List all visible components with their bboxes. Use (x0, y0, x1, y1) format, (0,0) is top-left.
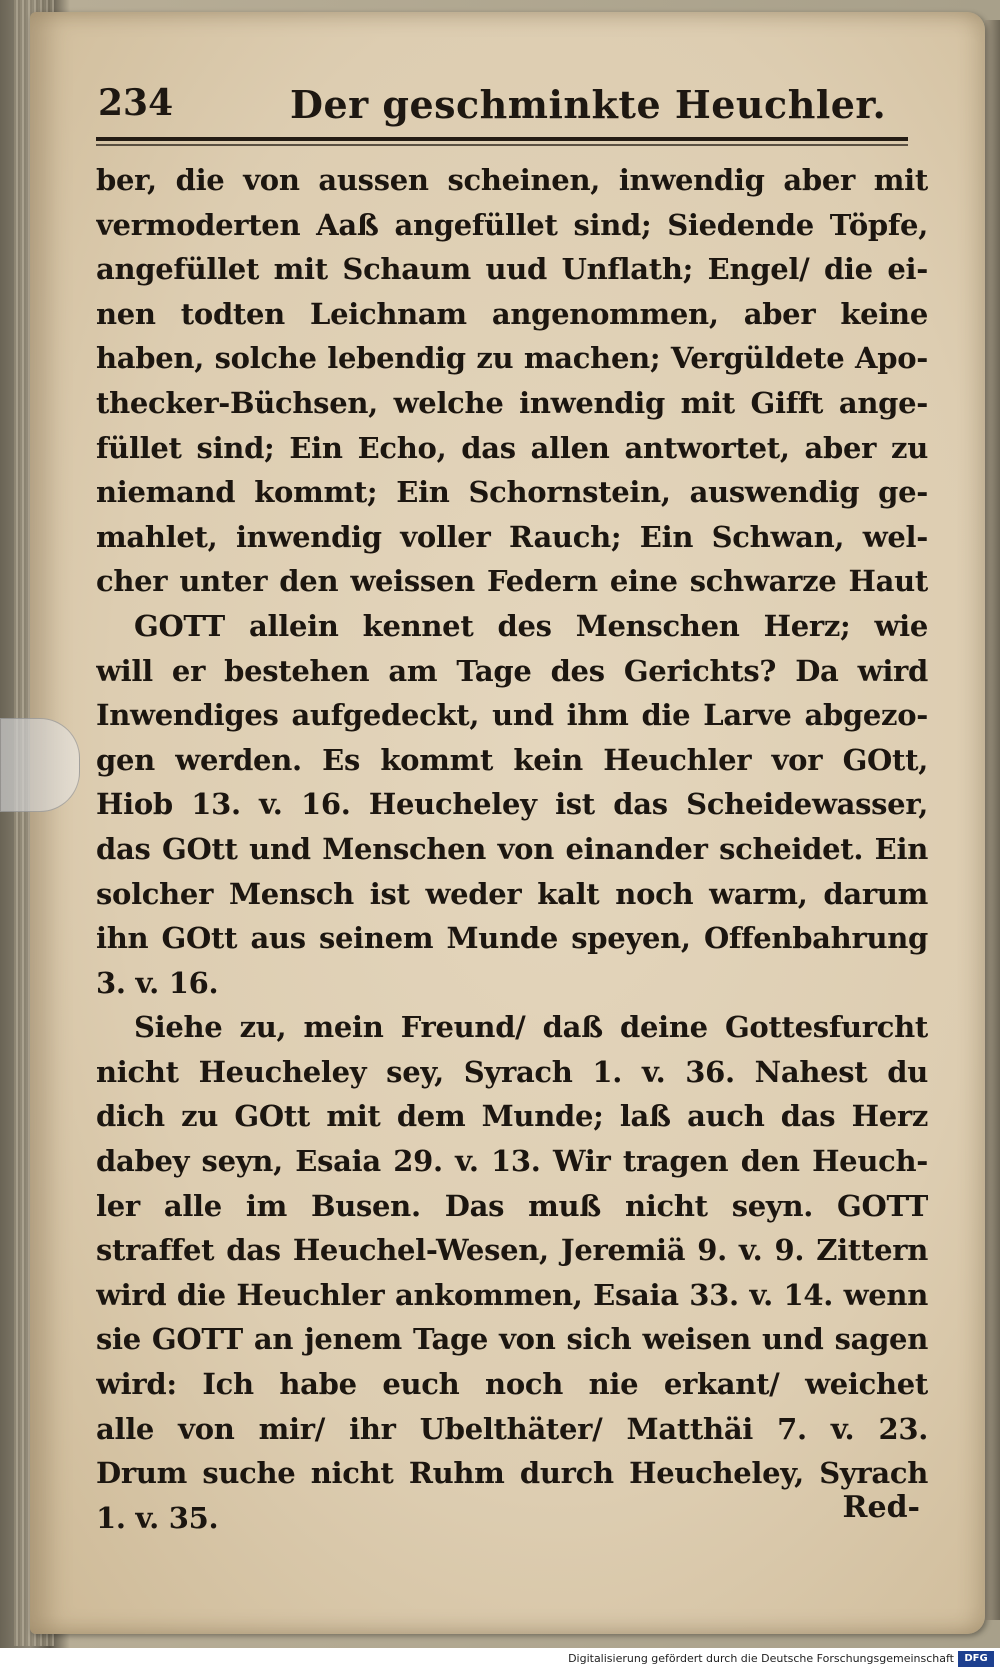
header-rule (96, 137, 908, 141)
text-line: straffet das Heuchel-Wesen, Jeremiä 9. v. 9. Zittern (96, 1233, 928, 1268)
text-line: 3. v. 16. (96, 965, 219, 1000)
catchword: Red- (842, 1490, 920, 1525)
text-line: gen werden. Es kommt kein Heuchler vor GOtt, (96, 742, 928, 777)
text-line: mahlet, inwendig voller Rauch; Ein Schwan, wel- (96, 519, 928, 554)
text-line: ler alle im Busen. Das muß nicht seyn. GOTT (96, 1188, 928, 1223)
page-number: 234 (98, 82, 174, 124)
text-line: wird: Ich habe euch noch nie erkant/ weichet (96, 1367, 928, 1402)
paragraph-start-line: Siehe zu, mein Freund/ daß deine Gottesfurcht (134, 1010, 928, 1045)
digitization-footer (0, 1648, 1000, 1672)
text-line: Inwendiges aufgedeckt, und ihm die Larve abgezo- (96, 698, 928, 733)
header-rule-secondary (96, 144, 908, 146)
dfg-logo-icon: DFG (958, 1651, 994, 1667)
running-title: Der geschminkte Heuchler. (290, 82, 887, 127)
text-line: niemand kommt; Ein Schornstein, auswendig ge- (96, 475, 928, 510)
page-header (98, 82, 918, 142)
text-line: 1. v. 35. (96, 1500, 219, 1535)
page-clip (0, 718, 80, 812)
text-line: thecker-Büchsen, welche inwendig mit Gifft ange- (96, 385, 928, 420)
text-line: sie GOTT an jenem Tage von sich weisen und sagen (96, 1322, 928, 1357)
text-line: nicht Heucheley sey, Syrach 1. v. 36. Nahest du (96, 1054, 928, 1089)
text-line: füllet sind; Ein Echo, das allen antwortet, aber zu (96, 430, 928, 465)
text-line: solcher Mensch ist weder kalt noch warm, darum (96, 876, 928, 911)
text-line: dich zu GOtt mit dem Munde; laß auch das Herz (96, 1099, 928, 1134)
text-line: vermoderten Aaß angefüllet sind; Siedende Töpfe, (96, 207, 928, 242)
text-line: ihn GOtt aus seinem Munde speyen, Offenbahrung (96, 921, 928, 956)
book-right-edge (985, 20, 1000, 1620)
text-line: alle von mir/ ihr Ubelthäter/ Matthäi 7. v. 23. (96, 1411, 928, 1446)
footer-credit: Digitalisierung gefördert durch die Deutsche Forschungsgemeinschaft (568, 1652, 954, 1665)
paragraph-start-line: GOTT allein kennet des Menschen Herz; wie (134, 608, 928, 643)
text-line: will er bestehen am Tage des Gerichts? Da wird (96, 653, 928, 688)
text-line: angefüllet mit Schaum uud Unflath; Engel/ die ei- (96, 252, 928, 287)
text-line: ber, die von aussen scheinen, inwendig aber mit (96, 163, 928, 197)
text-line: das GOtt und Menschen von einander scheidet. Ein (96, 831, 928, 866)
text-line: wird die Heuchler ankommen, Esaia 33. v. 14. wenn (96, 1277, 928, 1312)
body-text (96, 158, 928, 1540)
text-line: Drum suche nicht Ruhm durch Heucheley, Syrach (96, 1456, 928, 1491)
text-line: Hiob 13. v. 16. Heucheley ist das Scheidewasser, (96, 787, 928, 822)
text-line: cher unter den weissen Federn eine schwarze Haut (96, 564, 928, 599)
text-line: nen todten Leichnam angenommen, aber keine (96, 296, 928, 331)
text-line: dabey seyn, Esaia 29. v. 13. Wir tragen den Heuch- (96, 1144, 928, 1179)
text-line: haben, solche lebendig zu machen; Vergüldete Apo- (96, 341, 928, 376)
